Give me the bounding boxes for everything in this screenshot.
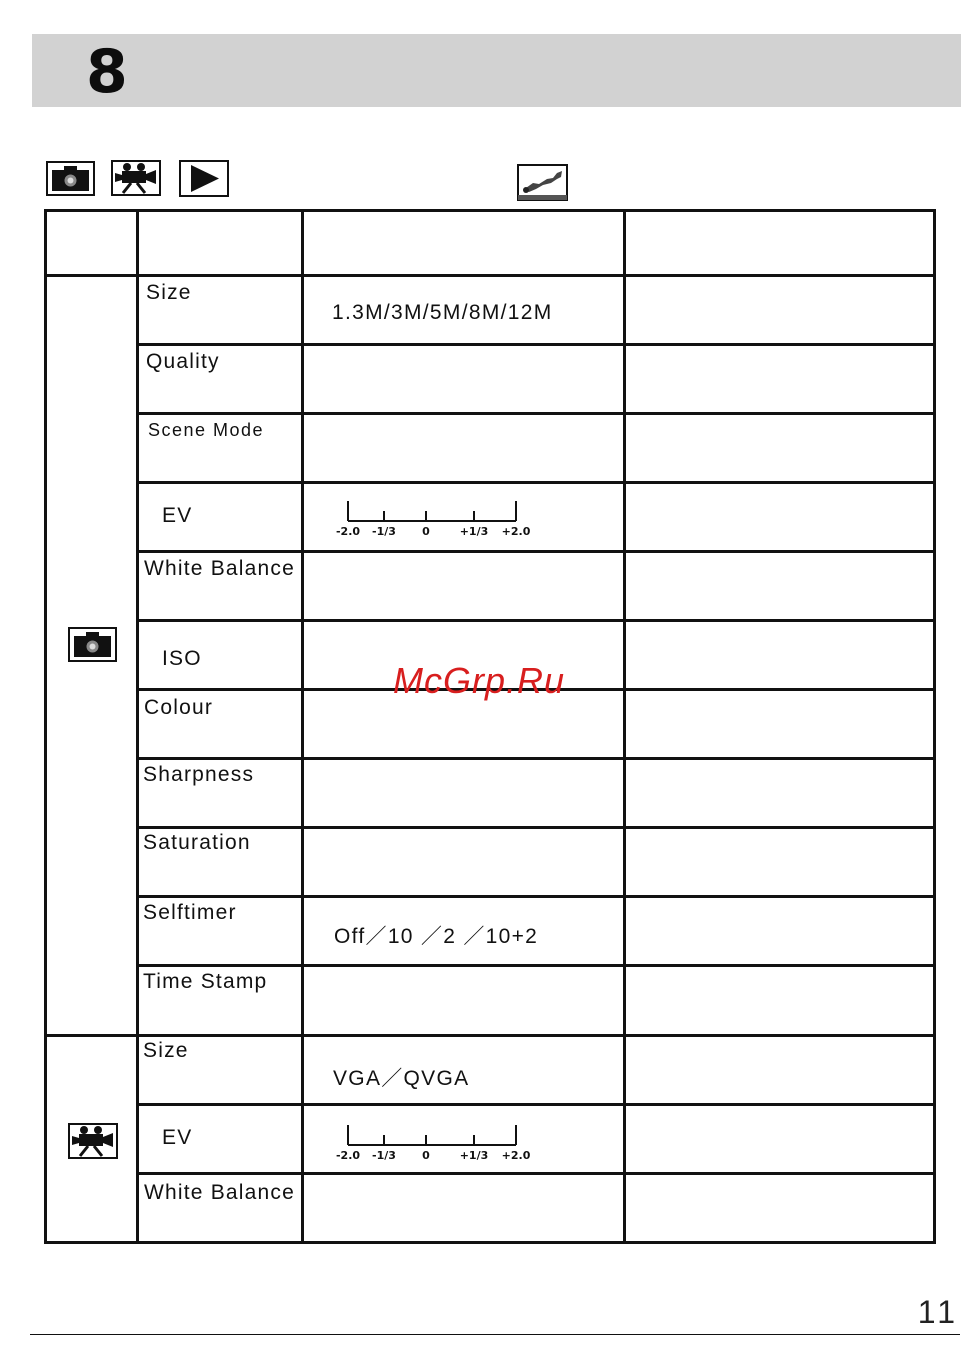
row-label-saturation: Saturation xyxy=(143,831,251,854)
row-divider xyxy=(139,895,933,898)
row-divider xyxy=(139,964,933,967)
column-divider xyxy=(301,212,304,1241)
camera-icon xyxy=(68,627,117,662)
row-label-white-balance: White Balance xyxy=(144,1181,296,1204)
wrench-icon xyxy=(517,164,568,201)
row-divider xyxy=(139,343,933,346)
ev-scale xyxy=(326,499,531,541)
ev-tick-label: +1/3 xyxy=(459,1149,489,1162)
row-label-quality: Quality xyxy=(146,350,220,373)
row-label-size: Size xyxy=(143,1039,189,1062)
ev-tick-label: 0 xyxy=(422,525,430,538)
row-divider xyxy=(139,550,933,553)
row-label-ev: EV xyxy=(162,1126,193,1149)
row-label-iso: ISO xyxy=(162,647,202,670)
row-label-colour: Colour xyxy=(144,696,214,719)
row-label-sharpness: Sharpness xyxy=(143,763,255,786)
row-label-time-stamp: Time Stamp xyxy=(143,970,268,993)
size-options: 1.3M/3M/5M/8M/12M xyxy=(332,301,553,324)
page-number: 11 xyxy=(917,1294,959,1330)
row-divider xyxy=(139,619,933,622)
ev-tick-label: -1/3 xyxy=(372,1149,396,1162)
row-label-ev: EV xyxy=(162,504,193,527)
row-divider xyxy=(139,1172,933,1175)
chapter-header-band xyxy=(32,34,961,107)
row-divider xyxy=(139,826,933,829)
row-label-size: Size xyxy=(146,281,192,304)
selftimer-options: Off／10 ／2 ／10+2 xyxy=(334,925,539,948)
watermark: McGrp.Ru xyxy=(393,660,566,701)
section-divider xyxy=(47,1034,933,1037)
ev-tick-label: 0 xyxy=(422,1149,430,1162)
row-label-white-balance: White Balance xyxy=(144,557,296,580)
chapter-number: 8 xyxy=(86,37,128,107)
play-icon xyxy=(179,160,229,197)
ev-tick-label: +1/3 xyxy=(459,525,489,538)
video-camera-icon xyxy=(68,1123,118,1159)
ev-tick-label: -1/3 xyxy=(372,525,396,538)
ev-tick-label: -2.0 xyxy=(335,525,361,538)
footer-rule xyxy=(30,1334,960,1335)
row-divider xyxy=(139,757,933,760)
camera-icon xyxy=(46,161,95,196)
row-divider xyxy=(139,1103,933,1106)
row-label-selftimer: Selftimer xyxy=(143,901,237,924)
ev-tick-label: +2.0 xyxy=(501,1149,531,1162)
row-divider xyxy=(139,412,933,415)
column-divider xyxy=(623,212,626,1241)
row-divider xyxy=(139,481,933,484)
settings-table xyxy=(44,209,936,1244)
ev-tick-label: +2.0 xyxy=(501,525,531,538)
ev-tick-label: -2.0 xyxy=(335,1149,361,1162)
row-label-scene-mode: Scene Mode xyxy=(148,420,265,440)
ev-scale xyxy=(326,1123,531,1165)
row-divider xyxy=(47,274,933,277)
video-size-options: VGA／QVGA xyxy=(333,1067,470,1090)
video-camera-icon xyxy=(111,160,161,196)
column-divider xyxy=(136,212,139,1241)
